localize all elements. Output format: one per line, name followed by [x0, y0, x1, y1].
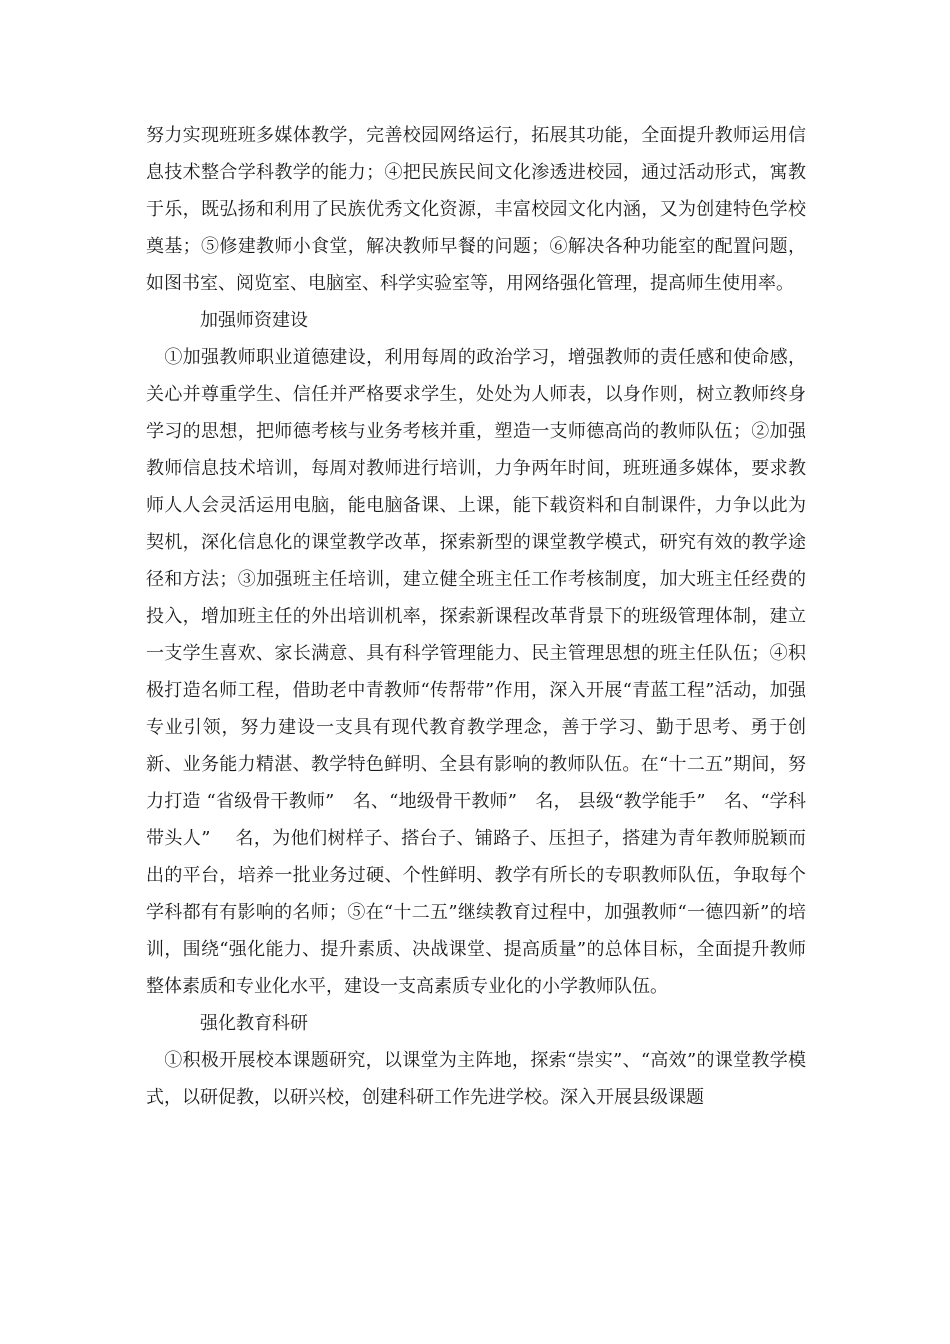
heading-teacher-development: 加强师资建设	[200, 310, 308, 331]
paragraph-teacher-development: ①加强教师职业道德建设，利用每周的政治学习，增强教师的责任感和使命感，关心并尊重学生、信任并严格要求学生，处处为人师表，以身作则，树立教师终身学习的思想，把师德考核与业务考核并重，塑造一支师德高尚的教师队伍；②加强教师信息技术培训，每周对教师进行培训，力争两年时间，班班通多媒体，要求教师人人会灵活运用电脑，能电脑备课、上课，能下载资料和自制课件，力争以此为契机，深化信息化的课堂教学改革，探索新型的课堂教学模式，研究有效的教学途径和方法；③加强班主任培训，建立健全班主任工作考核制度，加大班主任经费的投入，增加班主任的外出培训机率，探索新课程改革背景下的班级管理体制，建立一支学生喜欢、家长满意、具有科学管理能力、民主管理思想的班主任队伍；④积极打造名师工程，借助老中青教师“传帮带”作用，深入开展“青蓝工程”活动，加强专业引领，努力建设一支具有现代教育教学理念，善于学习、勤于思考、勇于创新、业务能力精湛、教学特色鲜明、全县有影响的教师队伍。在“十二五”期间，努力打造 “省级骨干教师” 名、“地级骨干教师” 名， 县级“教学能手” 名、“学科带头人” 名，为他们树样子、搭台子、铺路子、压担子，搭建为青年教师脱颖而出的平台，培养一批业务过硬、个性鲜明、教学有所长的专职教师队伍，争取每个学科都有有影响的名师；⑤在“十二五”继续教育过程中，加强教师“一德四新”的培训，围绕“强化能力、提升素质、决战课堂、提高质量”的总体目标，全面提升教师整体素质和专业化水平，建设一支高素质专业化的小学教师队伍。	[146, 347, 806, 997]
document-body	[146, 117, 806, 1116]
paragraph-education-research: ①积极开展校本课题研究，以课堂为主阵地，探索“崇实”、“高效”的课堂教学模式，以研促教，以研兴校，创建科研工作先进学校。深入开展县级课题	[146, 1050, 806, 1108]
paragraph-infrastructure: 努力实现班班多媒体教学，完善校园网络运行，拓展其功能，全面提升教师运用信息技术整合学科教学的能力；④把民族民间文化渗透进校园，通过活动形式，寓教于乐，既弘扬和利用了民族优秀文化资源，丰富校园文化内涵，又为创建特色学校奠基；⑤修建教师小食堂，解决教师早餐的问题；⑥解决各种功能室的配置问题，如图书室、阅览室、电脑室、科学实验室等，用网络强化管理，提高师生使用率。	[146, 125, 806, 294]
heading-education-research: 强化教育科研	[200, 1013, 308, 1034]
